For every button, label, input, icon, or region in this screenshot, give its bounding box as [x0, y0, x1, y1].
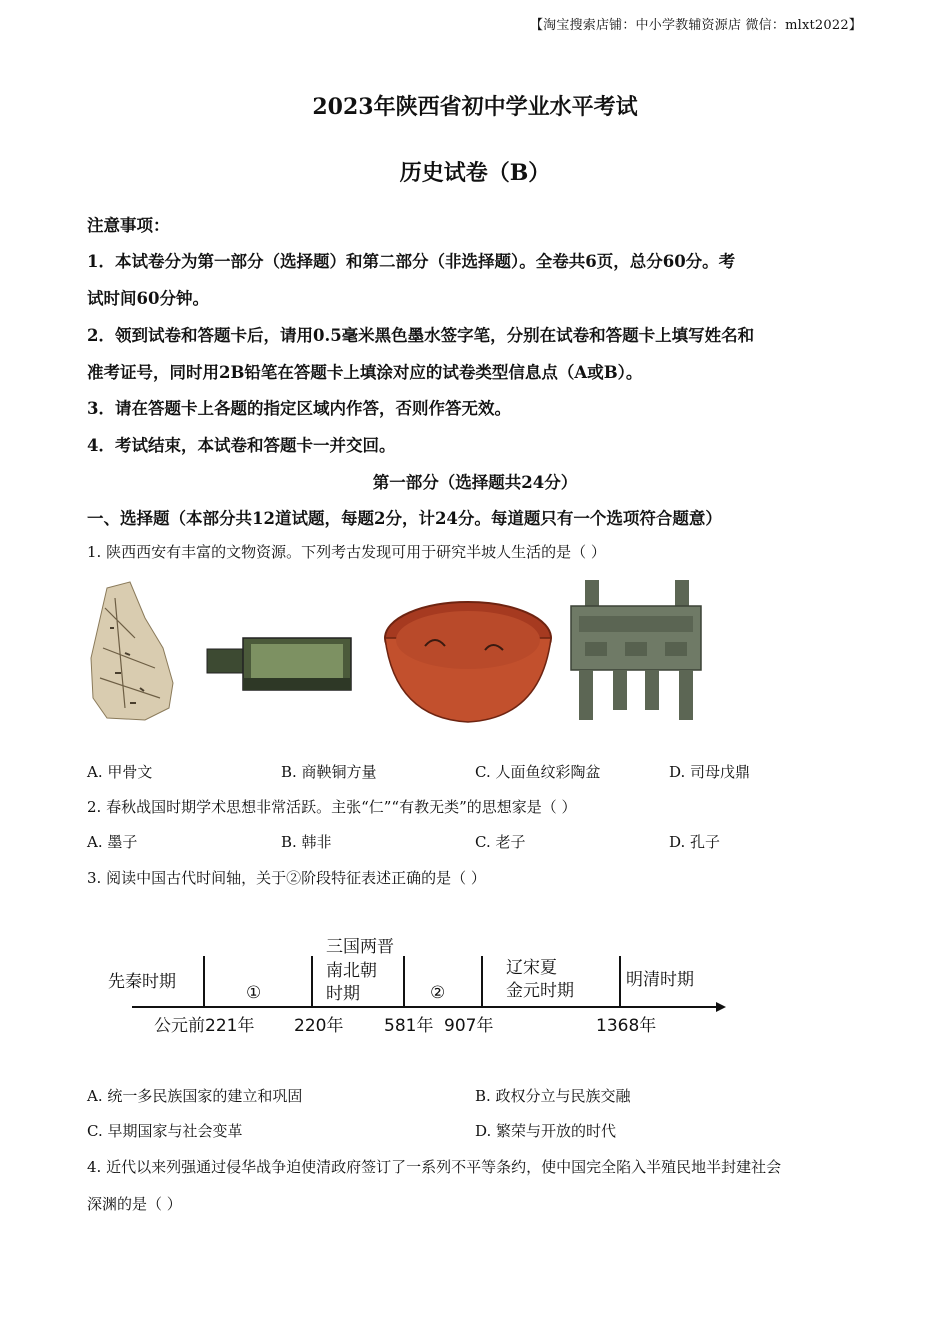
timeline-tick-1368: 1368年: [596, 1016, 657, 1036]
timeline-seg-2-line3: 时期: [326, 984, 360, 1004]
notice-item-1a: 1．本试卷分为第一部分（选择题）和第二部分（非选择题）。全卷共6页，总分60分。考: [87, 252, 736, 271]
notice-item-2b: 准考证号，同时用2B铅笔在答题卡上填涂对应的试卷类型信息点（A或B）。: [87, 363, 643, 382]
timeline-seg-4-line1: 辽宋夏: [506, 958, 557, 978]
timeline-seg-2-line2: 南北朝: [326, 961, 377, 981]
q1-option-c: C. 人面鱼纹彩陶盆: [475, 763, 601, 781]
timeline-tick-221bc: 公元前221年: [154, 1016, 255, 1036]
pottery-basin-image: [385, 602, 551, 722]
q3-option-d: D. 繁荣与开放的时代: [475, 1122, 617, 1140]
timeline-tick-907: 907年: [444, 1016, 494, 1036]
exam-subtitle: 历史试卷（B）: [399, 160, 551, 186]
timeline-seg-1: ①: [246, 983, 262, 1003]
q3-stem: 3. 阅读中国古代时间轴，关于②阶段特征表述正确的是（ ）: [87, 869, 486, 887]
timeline-tick-220: 220年: [294, 1016, 344, 1036]
timeline-diagram: [100, 930, 730, 1045]
q1-option-b: B. 商鞅铜方量: [281, 763, 377, 781]
part1-heading: 第一部分（选择题共24分）: [372, 473, 578, 492]
section-heading: 一、选择题（本部分共12道试题，每题2分，计24分。每道题只有一个选项符合题意）: [87, 509, 722, 528]
timeline-seg-4-line2: 金元时期: [506, 981, 574, 1001]
q1-artifact-images: [85, 578, 725, 728]
bronze-ding-image: [571, 580, 701, 720]
notice-item-2a: 2．领到试卷和答题卡后，请用0.5毫米黑色墨水签字笔，分别在试卷和答题卡上填写姓名和: [87, 326, 755, 345]
oracle-bone-image: [91, 582, 173, 720]
q3-option-a: A. 统一多民族国家的建立和巩固: [87, 1087, 303, 1105]
timeline-seg-2-line1: 三国两晋: [326, 937, 394, 957]
timeline-seg-pre-qin: 先秦时期: [108, 972, 176, 992]
q1-option-d: D. 司母戊鼎: [669, 763, 751, 781]
bronze-measure-image: [207, 638, 351, 690]
q3-option-b: B. 政权分立与民族交融: [475, 1087, 631, 1105]
q2-option-c: C. 老子: [475, 833, 526, 851]
exam-title: 2023年陕西省初中学业水平考试: [312, 94, 638, 120]
q1-option-a: A. 甲骨文: [87, 763, 153, 781]
q2-stem: 2. 春秋战国时期学术思想非常活跃。主张“仁”“有教无类”的思想家是（ ）: [87, 798, 577, 816]
q2-option-d: D. 孔子: [669, 833, 721, 851]
q3-option-c: C. 早期国家与社会变革: [87, 1122, 243, 1140]
q4-stem-line2: 深渊的是（ ）: [87, 1195, 182, 1213]
q2-option-b: B. 韩非: [281, 833, 332, 851]
notice-item-1b: 试时间60分钟。: [87, 289, 209, 308]
watermark-header: 【淘宝搜索店铺：中小学教辅资源店 微信：mlxt2022】: [529, 18, 862, 33]
timeline-seg-ming-qing: 明清时期: [626, 970, 694, 990]
timeline-tick-581: 581年: [384, 1016, 434, 1036]
notice-heading: 注意事项：: [87, 216, 170, 235]
q2-option-a: A. 墨子: [87, 833, 138, 851]
q1-stem: 1. 陕西西安有丰富的文物资源。下列考古发现可用于研究半坡人生活的是（ ）: [87, 543, 606, 561]
notice-item-4: 4．考试结束，本试卷和答题卡一并交回。: [87, 436, 396, 455]
notice-item-3: 3．请在答题卡上各题的指定区域内作答，否则作答无效。: [87, 399, 511, 418]
timeline-arrow: [716, 1002, 726, 1012]
timeline-seg-3: ②: [430, 983, 446, 1003]
q4-stem-line1: 4. 近代以来列强通过侵华战争迫使清政府签订了一系列不平等条约，使中国完全陷入半殖民地半封建社会: [87, 1158, 782, 1176]
